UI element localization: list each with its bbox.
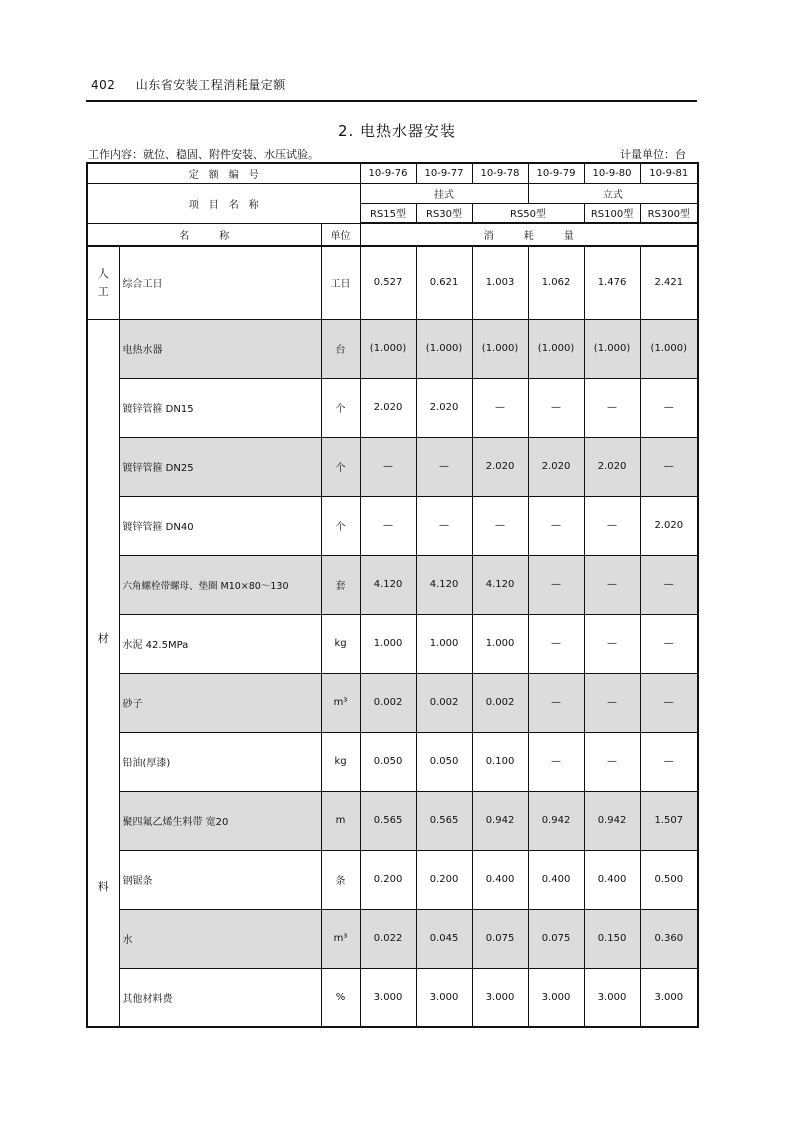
material-value: 2.020	[528, 437, 584, 496]
material-value: (1.000)	[640, 319, 698, 378]
material-unit: m³	[321, 909, 360, 968]
material-value: 2.020	[584, 437, 640, 496]
material-value: 3.000	[472, 968, 528, 1027]
material-value: (1.000)	[360, 319, 416, 378]
material-name: 水泥 42.5MPa	[119, 614, 321, 673]
material-name: 聚四氟乙烯生料带 宽20	[119, 791, 321, 850]
material-value: 0.500	[640, 850, 698, 909]
material-value: 1.507	[640, 791, 698, 850]
material-value: —	[528, 555, 584, 614]
material-value: 1.000	[472, 614, 528, 673]
model-cell: RS100型	[584, 203, 640, 223]
material-value: —	[360, 437, 416, 496]
material-name: 铅油(厚漆)	[119, 732, 321, 791]
material-value: 0.565	[360, 791, 416, 850]
material-value: —	[584, 732, 640, 791]
col-unit-header: 单位	[321, 223, 360, 246]
material-value: 0.045	[416, 909, 472, 968]
material-value: —	[360, 496, 416, 555]
material-unit: 个	[321, 378, 360, 437]
material-unit: kg	[321, 732, 360, 791]
material-value: 0.075	[472, 909, 528, 968]
material-value: —	[584, 673, 640, 732]
labor-unit: 工日	[321, 246, 360, 319]
material-value: 0.565	[416, 791, 472, 850]
material-unit: 条	[321, 850, 360, 909]
material-value: 0.050	[360, 732, 416, 791]
material-value: 0.400	[528, 850, 584, 909]
material-value: 0.200	[360, 850, 416, 909]
page-number: 402	[91, 78, 116, 92]
material-value: —	[584, 378, 640, 437]
material-value: —	[528, 378, 584, 437]
code-cell: 10-9-81	[640, 163, 698, 183]
material-value: 3.000	[360, 968, 416, 1027]
material-name: 电热水器	[119, 319, 321, 378]
material-unit: 个	[321, 496, 360, 555]
model-cell: RS15型	[360, 203, 416, 223]
group-wall: 挂式	[360, 183, 528, 203]
code-cell: 10-9-78	[472, 163, 528, 183]
section-title: 2. 电热水器安装	[337, 122, 457, 140]
material-value: 0.400	[584, 850, 640, 909]
material-value: 0.360	[640, 909, 698, 968]
category-labor-char: 工	[97, 284, 109, 298]
material-unit: kg	[321, 614, 360, 673]
material-value: 0.022	[360, 909, 416, 968]
material-name: 水	[119, 909, 321, 968]
labor-value: 0.621	[416, 246, 472, 319]
labor-value: 2.421	[640, 246, 698, 319]
category-labor	[87, 246, 119, 319]
material-unit: 套	[321, 555, 360, 614]
material-value: 0.002	[472, 673, 528, 732]
material-value: 2.020	[360, 378, 416, 437]
material-value: —	[640, 673, 698, 732]
group-stand: 立式	[528, 183, 698, 203]
material-value: 0.050	[416, 732, 472, 791]
header-rule	[86, 100, 697, 102]
material-value: —	[528, 673, 584, 732]
material-value: 0.942	[528, 791, 584, 850]
model-cell: RS300型	[640, 203, 698, 223]
material-name: 钢锯条	[119, 850, 321, 909]
material-value: (1.000)	[528, 319, 584, 378]
code-cell: 10-9-80	[584, 163, 640, 183]
material-value: —	[640, 437, 698, 496]
col-consumption-header: 消 耗 量	[360, 223, 698, 246]
material-name: 砂子	[119, 673, 321, 732]
material-value: 0.200	[416, 850, 472, 909]
material-value: —	[640, 378, 698, 437]
material-value: 1.000	[416, 614, 472, 673]
material-value: 3.000	[528, 968, 584, 1027]
material-name: 镀锌管箍 DN15	[119, 378, 321, 437]
material-value: —	[472, 378, 528, 437]
material-value: 2.020	[640, 496, 698, 555]
material-value: 0.150	[584, 909, 640, 968]
item-row-label: 项 目 名 称	[87, 183, 360, 223]
material-value: —	[584, 496, 640, 555]
material-value: —	[640, 614, 698, 673]
material-value: 2.020	[472, 437, 528, 496]
labor-value: 0.527	[360, 246, 416, 319]
labor-name: 综合工日	[119, 246, 321, 319]
model-cell: RS30型	[416, 203, 472, 223]
material-value: 2.020	[416, 378, 472, 437]
material-value: —	[416, 496, 472, 555]
quota-table	[86, 162, 699, 1028]
material-value: —	[416, 437, 472, 496]
material-value: —	[584, 614, 640, 673]
work-content: 工作内容：就位、稳固、附件安装、水压试验。	[88, 148, 319, 161]
material-value: 3.000	[640, 968, 698, 1027]
material-unit: %	[321, 968, 360, 1027]
code-row-label: 定 额 编 号	[87, 163, 360, 183]
material-value: —	[640, 555, 698, 614]
material-value: 0.400	[472, 850, 528, 909]
material-value: (1.000)	[472, 319, 528, 378]
measure-unit: 计量单位：台	[620, 148, 686, 161]
page-header	[91, 76, 286, 93]
material-name: 镀锌管箍 DN40	[119, 496, 321, 555]
col-name-header: 名 称	[87, 223, 321, 246]
material-name: 六角螺栓带螺母、垫圈 M10×80～130	[119, 555, 321, 614]
material-unit: 台	[321, 319, 360, 378]
material-value: 1.000	[360, 614, 416, 673]
material-value: 4.120	[472, 555, 528, 614]
material-value: —	[472, 496, 528, 555]
material-value: 0.942	[584, 791, 640, 850]
material-value: (1.000)	[416, 319, 472, 378]
material-unit: 个	[321, 437, 360, 496]
material-value: 3.000	[584, 968, 640, 1027]
book-title: 山东省安装工程消耗量定额	[135, 78, 286, 92]
code-cell: 10-9-79	[528, 163, 584, 183]
material-value: 0.002	[416, 673, 472, 732]
material-name: 镀锌管箍 DN25	[119, 437, 321, 496]
category-material-char: 材	[97, 631, 109, 645]
material-value: 3.000	[416, 968, 472, 1027]
material-value: 4.120	[416, 555, 472, 614]
code-cell: 10-9-77	[416, 163, 472, 183]
material-value: 0.942	[472, 791, 528, 850]
material-value: 0.002	[360, 673, 416, 732]
category-material-char: 料	[97, 879, 109, 893]
material-unit: m³	[321, 673, 360, 732]
material-value: —	[528, 496, 584, 555]
material-unit: m	[321, 791, 360, 850]
material-name: 其他材料费	[119, 968, 321, 1027]
labor-value: 1.476	[584, 246, 640, 319]
model-cell: RS50型	[472, 203, 584, 223]
labor-value: 1.062	[528, 246, 584, 319]
labor-value: 1.003	[472, 246, 528, 319]
material-value: 4.120	[360, 555, 416, 614]
material-value: —	[528, 614, 584, 673]
code-cell: 10-9-76	[360, 163, 416, 183]
material-value: (1.000)	[584, 319, 640, 378]
material-value: 0.100	[472, 732, 528, 791]
material-value: 0.075	[528, 909, 584, 968]
material-value: —	[528, 732, 584, 791]
material-value: —	[640, 732, 698, 791]
category-material	[87, 319, 119, 1027]
category-labor-char: 人	[97, 266, 109, 280]
material-value: —	[584, 555, 640, 614]
